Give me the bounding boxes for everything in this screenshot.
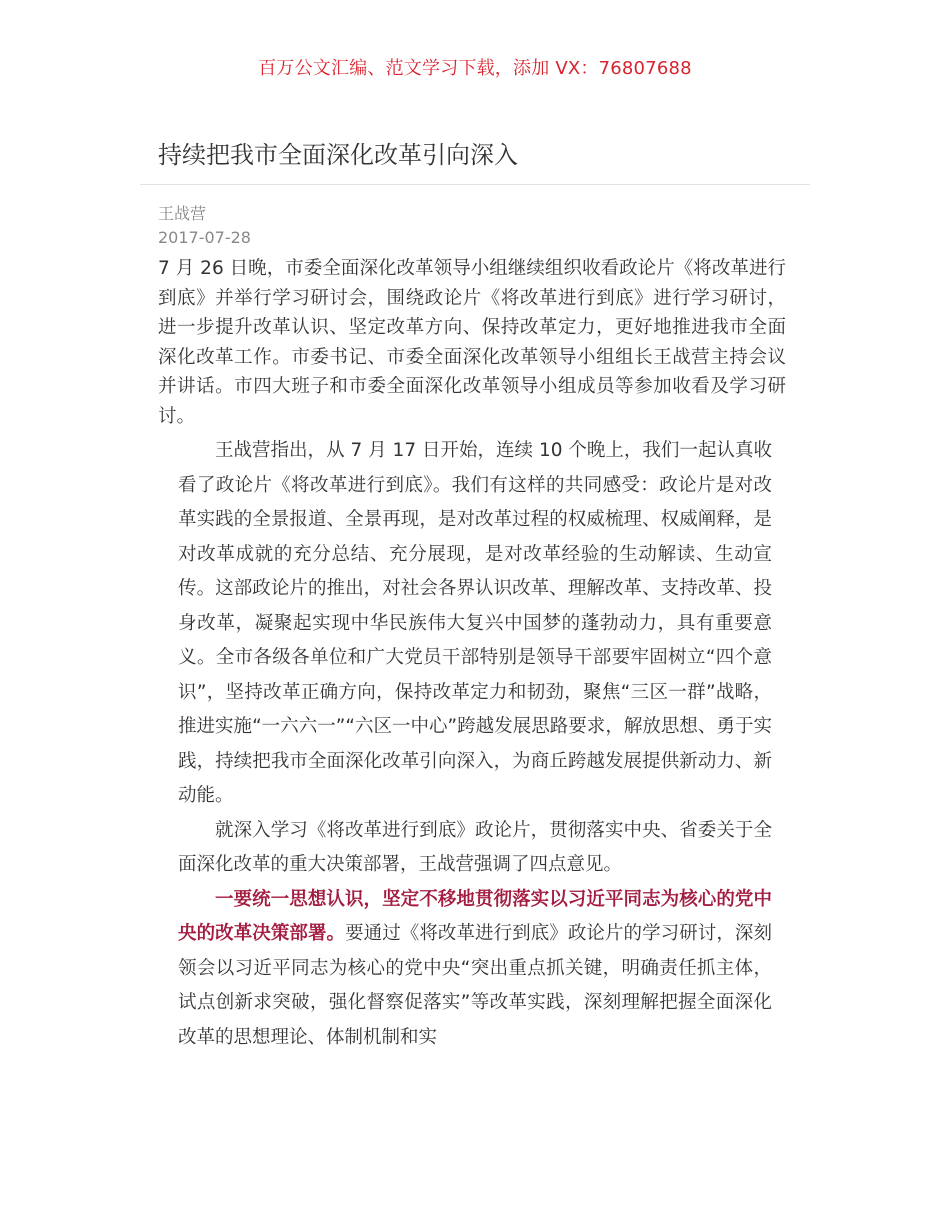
article-body: [178, 434, 772, 1055]
article-date: 2017-07-28: [158, 228, 251, 247]
body-paragraph-3: [178, 883, 772, 1056]
point-1-text: 要通过《将改革进行到底》政论片的学习研讨，深刻领会以习近平同志为核心的党中央“突出重点抓关键，明确责任抓主体，试点创新求突破，强化督察促落实”等改革实践，深刻理解把握全面深化改革的思想理论、体制机制和实: [178, 923, 772, 1048]
article-lead-paragraph: 7 月 26 日晚，市委全面深化改革领导小组继续组织收看政论片《将改革进行到底》并举行学习研讨会，围绕政论片《将改革进行到底》进行学习研讨，进一步提升改革认识、坚定改革方向、保持改革定力，更好地推进我市全面深化改革工作。市委书记、市委全面深化改革领导小组组长王战营主持会议并讲话。市四大班子和市委全面深化改革领导小组成员等参加收看及学习研讨。: [158, 258, 786, 427]
watermark-banner: 百万公文汇编、范文学习下载，添加 VX：76807688: [258, 58, 692, 79]
article-author: 王战营: [158, 204, 207, 223]
body-paragraph-1: 王战营指出，从 7 月 17 日开始，连续 10 个晚上，我们一起认真收看了政论片《将改革进行到底》。我们有这样的共同感受：政论片是对改革实践的全景报道、全景再现，是对改革过程的权威梳理、权威阐释，是对改革成就的充分总结、充分展现，是对改革经验的生动解读、生动宣传。这部政论片的推出，对社会各界认识改革、理解改革、支持改革、投身改革，凝聚起实现中华民族伟大复兴中国梦的蓬勃动力，具有重要意义。全市各级各单位和广大党员干部特别是领导干部要牢固树立“四个意识”，坚持改革正确方向，保持改革定力和韧劲，聚焦“三区一群”战略，推进实施“一六六一”“六区一中心”跨越发展思路要求，解放思想、勇于实践，持续把我市全面深化改革引向深入，为商丘跨越发展提供新动力、新动能。: [178, 440, 772, 806]
point-1-heading: 一要统一思想认识，坚定不移地贯彻落实以习近平同志为核心的党中央的改革决策部署。: [178, 888, 772, 944]
article-title: 持续把我市全面深化改革引向深入: [158, 141, 518, 169]
title-divider: [140, 184, 810, 185]
body-paragraph-2: 就深入学习《将改革进行到底》政论片，贯彻落实中央、省委关于全面深化改革的重大决策部署，王战营强调了四点意见。: [178, 819, 772, 875]
